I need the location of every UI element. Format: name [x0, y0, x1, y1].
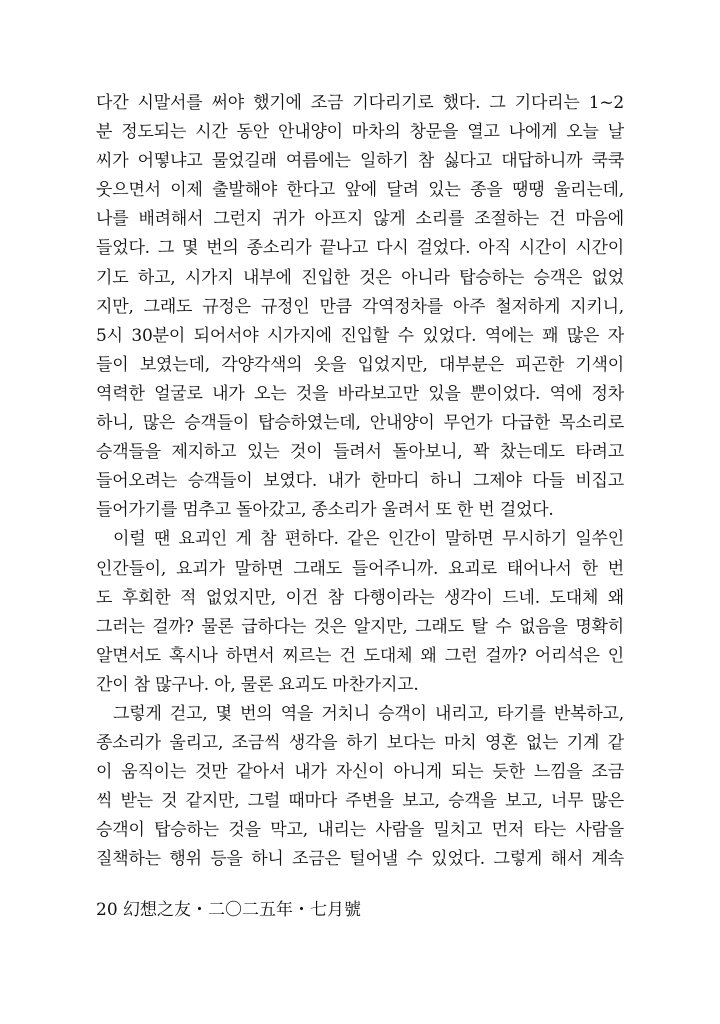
- text-line: 질책하는 행위 등을 하니 조금은 털어낼 수 있었다. 그렇게 해서 계속: [96, 849, 624, 870]
- paragraph-3: [96, 700, 624, 875]
- text-line: 이 움직이는 것만 같아서 내가 자신이 아니게 되는 듯한 느낌을 조금: [96, 762, 624, 783]
- text-line: 종소리가 울리고, 조금씩 생각을 하기 보다는 마치 영혼 없는 기계 같: [96, 733, 624, 754]
- text-line: 승객이 탑승하는 것을 막고, 내리는 사람을 밀치고 먼저 타는 사람을: [96, 820, 624, 841]
- paragraph-1: [96, 89, 624, 525]
- text-line: 그러는 걸까? 물론 급하다는 것은 알지만, 그래도 탈 수 없음을 명확히: [96, 616, 624, 637]
- text-line: 간이 참 많구나. 아, 물론 요괴도 마찬가지고.: [96, 674, 419, 695]
- text-line: 들어가기를 멈추고 돌아갔고, 종소리가 울려서 또 한 번 걸었다.: [96, 500, 554, 521]
- text-line: 인간들이, 요괴가 말하면 그래도 들어주니까. 요괴로 태어나서 한 번: [96, 558, 624, 579]
- text-line: 씨가 어떻냐고 물었길래 여름에는 일하기 참 싫다고 대답하니까 쿡쿡: [96, 151, 624, 172]
- page-footer: 20 幻想之友・二〇二五年・七月號: [96, 900, 362, 920]
- text-line: 들이 보였는데, 각양각색의 옷을 입었지만, 대부분은 피곤한 기색이: [96, 354, 624, 375]
- text-line: 그렇게 걷고, 몇 번의 역을 거치니 승객이 내리고, 타기를 반복하고,: [113, 703, 624, 724]
- text-line: 들었다. 그 몇 번의 종소리가 끝나고 다시 걸었다. 아직 시간이 시간이: [96, 238, 624, 259]
- text-line: 기도 하고, 시가지 내부에 진입한 것은 아니라 탑승하는 승객은 없었: [96, 267, 624, 288]
- text-line: 이럴 땐 요괴인 게 참 편하다. 같은 인간이 말하면 무시하기 일쑤인: [113, 529, 624, 550]
- text-line: 알면서도 혹시나 하면서 찌르는 건 도대체 왜 그런 걸까? 어리석은 인: [96, 645, 624, 666]
- text-line: 웃으면서 이제 출발해야 한다고 앞에 달려 있는 종을 땡땡 울리는데,: [96, 180, 624, 201]
- paragraph-2: [96, 525, 624, 700]
- text-line: 도 후회한 적 없었지만, 이건 참 다행이라는 생각이 드네. 도대체 왜: [96, 587, 624, 608]
- text-line: 승객들을 제지하고 있는 것이 들려서 돌아보니, 꽉 찼는데도 타려고: [96, 442, 624, 463]
- text-line: 다간 시말서를 써야 했기에 조금 기다리기로 했다. 그 기다리는 1~2: [96, 93, 624, 113]
- text-line: 들어오려는 승객들이 보였다. 내가 한마디 하니 그제야 다들 비집고: [96, 471, 624, 492]
- text-line: 나를 배려해서 그런지 귀가 아프지 않게 소리를 조절하는 건 마음에: [96, 209, 624, 230]
- text-line: 씩 받는 것 같지만, 그럴 때마다 주변을 보고, 승객을 보고, 너무 많은: [96, 791, 624, 812]
- text-line: 분 정도되는 시간 동안 안내양이 마차의 창문을 열고 나에게 오늘 날: [96, 122, 624, 143]
- text-line: 하니, 많은 승객들이 탑승하였는데, 안내양이 무언가 다급한 목소리로: [96, 413, 624, 434]
- text-line: 지만, 그래도 규정은 규정인 만큼 각역정차를 아주 철저하게 지키니,: [96, 296, 624, 317]
- body-text: [96, 89, 624, 875]
- text-line: 5시 30분이 되어서야 시가지에 진입할 수 있었다. 역에는 꽤 많은 자: [96, 325, 624, 346]
- text-line: 역력한 얼굴로 내가 오는 것을 바라보고만 있을 뿐이었다. 역에 정차: [96, 383, 624, 404]
